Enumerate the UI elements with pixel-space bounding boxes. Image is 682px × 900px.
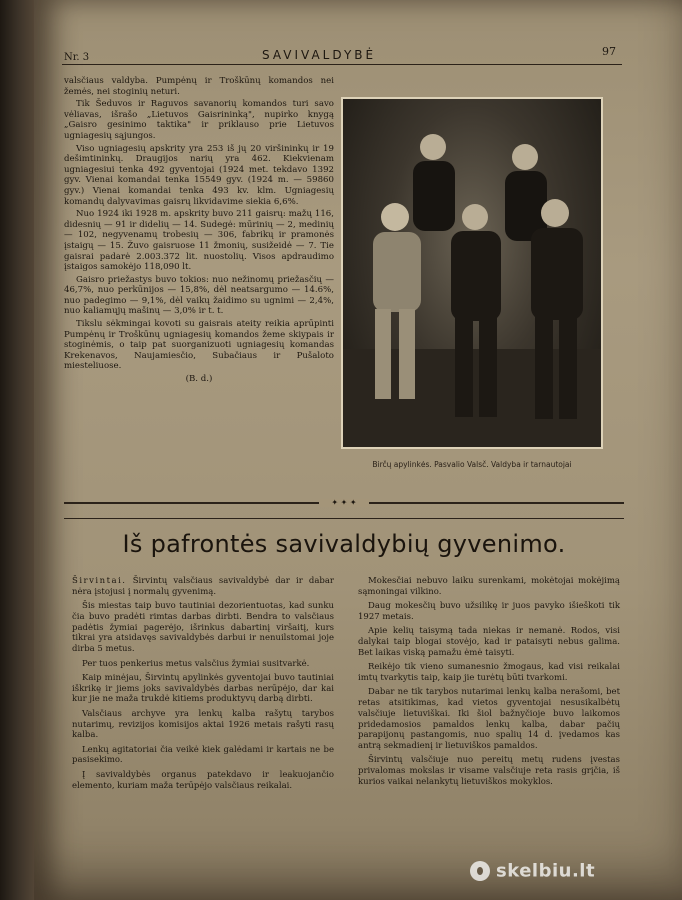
group-photo — [341, 97, 603, 449]
photo-caption: Birčų apylinkės. Pasvalio Valsč. Valdyba ir tarnautojai — [372, 460, 572, 469]
article-signature: (B. d.) — [185, 374, 213, 385]
divider-ornament-icon: ✦ ✦ ✦ — [319, 499, 369, 507]
skelbiu-logo-icon — [470, 861, 490, 881]
left-paragraph: Lenkų agitatoriai čia veikė kiek galėdami ir kartais ne be pasisekimo. — [72, 744, 334, 766]
section-title: Iš pafrontės savivaldybių gyvenimo. — [122, 530, 566, 558]
left-paragraph: Šis miestas taip buvo tautiniai dezorientuotas, kad sunku čia buvo pradėti rimtas darbas dirbti. Bendra to valsčiaus padėtis žymiai pagerėjo, išrinkus dabartinį viršaitį, kurs tikrai yra atsidavęs savivaldybės darbui ir nenuilstomai joje dirba 5 metus. — [72, 601, 334, 655]
right-paragraph: Širvintų valsčiuje nuo pereitų metų rudens įvestas privalomas mokslas ir visame valsčiuje reta rasis grįčia, iš kurios vaikai nelankytų lietuviškos mokyklos. — [358, 755, 620, 788]
group-photo-figures — [343, 99, 601, 447]
document-page — [34, 0, 682, 900]
right-paragraph: Daug mokesčių buvo užsilikę ir juos pavyko išieškoti tik 1927 metais. — [358, 601, 620, 622]
top-paragraph: Viso ugniagesių apskrity yra 253 iš jų 20 viršininkų ir 19 dešimtininkų. Draugijos narių yra 462. Kiekvienam ugniagesiui tenka 492 gyventojai (1924 met. tekdavo 1392 gyv. Vienai komandai tenka 15549 gyv. (1924 m. — 59860 gyv.) Vienai komandai tenka 493 kv. klm. Ugniagesių komandų dalyvavimas gaisrų likvidavime siekia 6,6%. — [64, 143, 334, 207]
place-name: Širvintai. — [72, 576, 127, 586]
top-paragraph: Nuo 1924 iki 1928 m. apskrity buvo 211 gaisrų: mažų 116, didesnių — 91 ir didelių — 14. Sudegė: mūrinių — 2, medinių — 102, negyvenamų trobesių — 306, fabrikų ir pramonės įstaigų — 15. Žuvo gaisruose 11 žmonių, susižeidė — 7. Tie gaisrai padarė 2.003.372 lit. nuostolių. Visos apdraudimo įstaigos samokėjo 118,090 lt. — [64, 209, 334, 273]
standing-man-left — [413, 134, 455, 231]
left-article-column — [72, 576, 334, 795]
right-paragraph: Reikėjo tik vieno sumanesnio žmogaus, kad visi reikalai imtų tvarkytis taip, kaip jie turėtų būti tvarkomi. — [358, 662, 620, 683]
left-paragraph — [72, 576, 334, 598]
page-number: 97 — [602, 45, 616, 58]
top-paragraph: valsčiaus valdyba. Pumpėnų ir Troškūnų komandos nei žemės, nei stoginių neturi. — [64, 76, 334, 97]
page-header — [62, 44, 622, 65]
left-paragraph: Kaip minėjau, Širvintų apylinkės gyventojai buvo tautiniai iškrikę ir jiems joks savivaldybės darbas nerūpėjo, dar kai kur jie ne maža trukdė kitiems produktyvų darbą dirbti. — [72, 672, 334, 705]
section-divider — [64, 498, 624, 519]
journal-title: SAVIVALDYBĖ — [262, 48, 377, 62]
top-paragraph: Tik Šeduvos ir Raguvos savanorių komandos turi savo vėliavas, išrašo „Lietuvos Gaisrininką", nupirko knygą „Gaisro gesinimo taktika" ir priklauso prie Lietuvos ugniagesių sąjungos. — [64, 99, 334, 141]
top-article-column — [64, 76, 334, 387]
left-paragraph: Valsčiaus archyve yra lenkų kalba rašytų tarybos nutarimų, revizijos komisijos aktai 1926 metais rašyti rasų kalba. — [72, 708, 334, 741]
site-watermark — [470, 860, 670, 890]
top-paragraph: Tikslu sėkmingai kovoti su gaisrais ateity reikia aprūpinti Pumpėnų ir Troškūnų ugniagesių komandos žeme skiypais ir stoginėmis, o taip pat suorganizuoti ugniagesių komandas Krekenavos, Naujamiesčio, Subačiaus ir Pušaloto miesteliuose. — [64, 319, 334, 372]
standing-man-right — [505, 144, 547, 241]
top-paragraph: Gaisro priežastys buvo tokios: nuo nežinomų priežasčių — 46,7%, nuo perkūnijos — 15,8%, dėl neatsargumo — 14.6%, nuo padegimo — 9,1%, dėl vaikų žaidimo su ugnimi — 2,4%, nuo kaliamųjų mašinų — 3,0% ir t. t. — [64, 274, 334, 317]
right-paragraph: Dabar ne tik tarybos nutarimai lenkų kalba nerašomi, bet retas atsitikimas, kad vietos gyventojai nesusikalbėtų valsčiuje lietuviškai. Iki šiol bažnyčioje buvo laikomos pridedamosios pamaldos lenkų kalba, dabar pačių parapijonų pastangomis, nuo spalių 14 d. įvedamos kas antrą sekmadienį ir lietuviškos pamaldos. — [358, 687, 620, 752]
right-paragraph: Apie kelių taisymą tada niekas ir nemanė. Rodos, visi dalykai taip blogai stovėjo, kad ir pataisyti nebus galima. Bet laikas viską pamažu ėmė taisyti. — [358, 626, 620, 658]
right-paragraph: Mokesčiai nebuvo laiku surenkami, mokėtojai mokėjimą sąmoningai vilkino. — [358, 576, 620, 597]
left-paragraph: Per tuos penkerius metus valsčius žymiai susitvarkė. — [82, 658, 310, 669]
watermark-text: skelbiu.lt — [496, 860, 596, 882]
left-paragraph: Į savivaldybės organus patekdavo ir leakuojančio elemento, kuriam maža terūpėjo valsčiaus reikalai. — [72, 769, 334, 791]
issue-number: Nr. 3 — [64, 52, 90, 63]
right-article-column — [358, 576, 620, 791]
left-paragraph-text: Širvintų valsčiaus savivaldybė dar ir dabar nėra įstojusi į normalų gyvenimą. — [72, 576, 334, 597]
